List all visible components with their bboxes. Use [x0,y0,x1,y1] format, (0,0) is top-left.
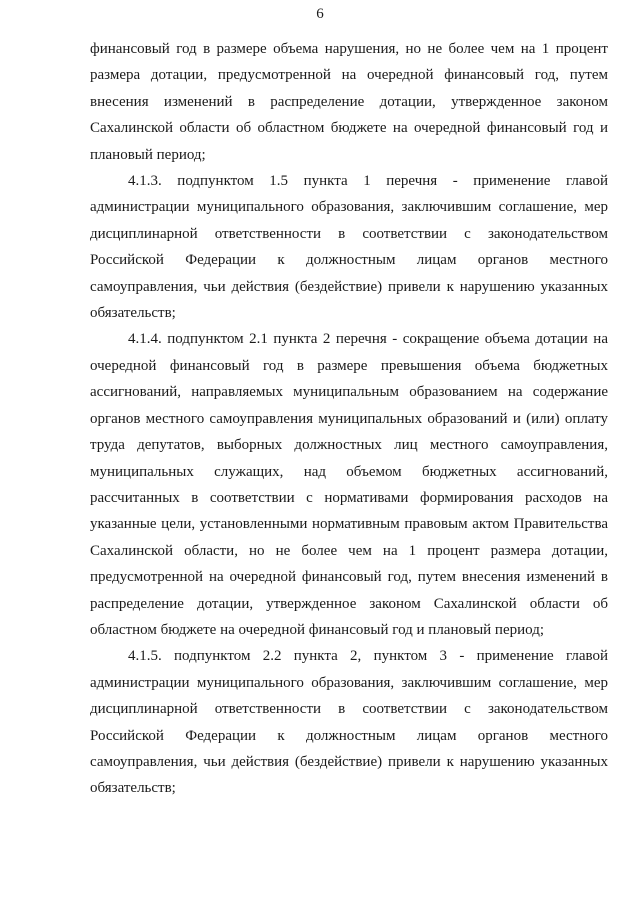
paragraph-continuation: финансовый год в размере объема нарушения, но не более чем на 1 процент размера дотации, предусмотренной на очередной финансовый год, путем внесения изменений в распределение дотации, утвержденное законом Сахалинской области об областном бюджете на очередной финансовый год и плановый период; [90,41,608,163]
paragraph-4-1-4: 4.1.4. подпунктом 2.1 пункта 2 перечня - сокращение объема дотации на очередной финансовый год в размере превышения объема бюджетных ассигнований, направляемых муниципальным образованием на содержание органов местного самоуправления муниципальных образований и (или) оплату труда депутатов, выборных должностных лиц местного самоуправления, муниципальных служащих, над объемом бюджетных ассигнований, рассчитанных в соответствии с нормативами формирования расходов на указанные цели, установленными нормативным правовым актом Правительства Сахалинской области, но не более чем на 1 процент размера дотации, предусмотренной на очередной финансовый год, путем внесения изменений в распределение дотации, утвержденное законом Сахалинской области об областном бюджете на очередной финансовый год и плановый период; [90,331,608,638]
document-body [90,36,608,802]
page-number: 6 [316,6,324,22]
paragraph-4-1-5: 4.1.5. подпунктом 2.2 пункта 2, пунктом 3 - применение главой администрации муниципального образования, заключившим соглашение, мер дисциплинарной ответственности в соответствии с законодательством Российской Федерации к должностным лицам органов местного самоуправления, чьи действия (бездействие) привели к нарушению указанных обязательств; [90,648,608,797]
paragraph-4-1-3: 4.1.3. подпунктом 1.5 пункта 1 перечня - применение главой администрации муниципального образования, заключившим соглашение, мер дисциплинарной ответственности в соответствии с законодательством Российской Федерации к должностным лицам органов местного самоуправления, чьи действия (бездействие) привели к нарушению указанных обязательств; [90,173,608,322]
